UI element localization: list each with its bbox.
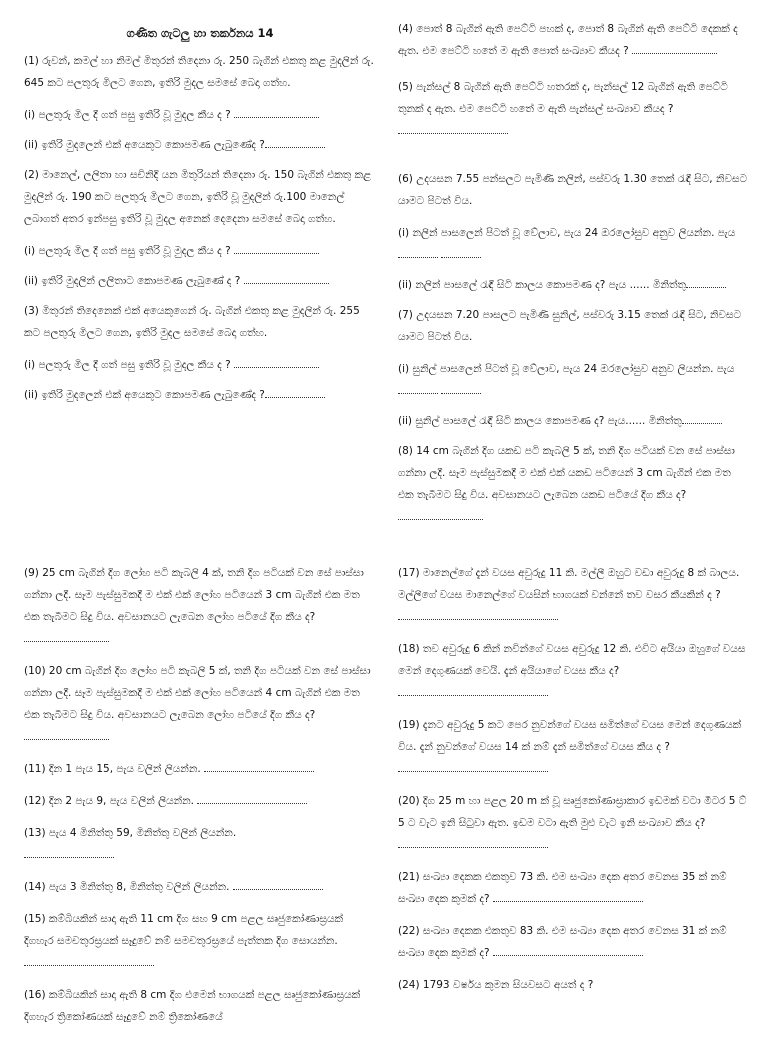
question-16: (16) කම්බියකින් සාදා ඇති 8 cm දිග එමෙන් භාගයක් පළල සෘජුකෝණාස්‍රයක් දිගහැර ත්‍රිකෝණයක් සෑදුවේ නම් ත්‍රිකෝණයේ [24, 989, 361, 1023]
answer-blank[interactable] [632, 43, 717, 54]
question-15: (15) කම්බියකින් සාදා ඇති 11 cm දිග සහ 9 cm පළල සෘජුකෝණාස්‍රයක් දිගහැර සමචතුරස්‍රයක් සෑදුවේ නම් සමචතුරස්‍රයේ පැත්තක දිග සොයන්න. [24, 908, 376, 974]
answer-blank[interactable] [398, 383, 438, 394]
question-1-ii: (ii) ඉතිරි මුදලෙන් එක් අයෙකුට කොපමණ ලැබුණේද ? [24, 134, 376, 156]
question-2-i: (i) පලතුරු මිල දී ගත් පසු ඉතිරි වූ මුදල කීය ද ? [24, 240, 376, 262]
question-11: (11) දින 1 පැය 15, පැය වලින් ලියන්න. [24, 758, 376, 780]
question-3-ii: (ii) ඉතිරි මුදලෙන් එක් අයෙකුට කොපමණ ලැබුණේද ? [24, 384, 376, 406]
question-12: (12) දින 2 පැය 9, පැය වලින් ලියන්න. [24, 790, 376, 812]
answer-blank[interactable] [24, 955, 154, 966]
question-1-i: (i) පලතුරු මිල දී ගත් පසු ඉතිරි වූ මුදල කීය ද ? [24, 104, 376, 126]
question-10: (10) 20 cm බැගින් දිග ලෝහ පටි කැබලි 5 ක්, තනි දිග පටියක් වන සේ පාස්සා ගන්නා ලදී. සෑම පැස්සුමකදී ම එක් එක් ලෝහ පටියෙන් 4 cm බැගින් එක මත එක තැබීමට සිදු විය. අවසානයට ලැබෙන ලෝහ පටියේ දිග කීය ද? [24, 660, 376, 748]
question-4: (4) පොත් 8 බැගින් ඇති පෙට්ටි පහක් ද, පොත් 8 බැගින් ඇති පෙට්ටි දෙකක් ද ඇත. එම පෙට්ටි හතේ ම ඇති පොත් සංඛ්‍යාව කීයද ? [398, 23, 738, 57]
question-13: (13) පැය 4 මිනිත්තු 59, මිනිත්තු වලින් ලියන්න. [24, 822, 376, 866]
question-1: (1) රුවන්, කමල් හා නිමල් මිතුරන් තිදෙනා රු. 250 බැගින් එකතු කළ මුදලින් රු. 645 කට පලතුරු මිලට ගෙන, ඉතිරි මුදල සමසේ බෙදා ගත්හ. [24, 55, 374, 89]
question-3-i: (i) පලතුරු මිල දී ගත් පසු ඉතිරි වූ මුදල කීය ද ? [24, 354, 376, 376]
answer-blank[interactable] [204, 761, 314, 772]
question-7: (7) උදයසන 7.20 පාසලට පැමිණි සුනිල්, පස්වරු 3.15 තෙක් රැඳී සිට, නිවසට යාමට පිටත් විය. [398, 309, 742, 343]
answer-blank[interactable] [24, 729, 109, 740]
answer-blank[interactable] [398, 509, 483, 520]
question-19: (19) දැනට අවුරුදු 5 කට පෙර නුවන්ගේ වයස සමිත්ගේ වයස මෙන් දෙගුණයක් විය. දැන් නුවන්ගේ වයස 14 ක් නම් දැන් සමිත්ගේ වයස කීය ද ? [398, 714, 748, 780]
answer-blank[interactable] [234, 243, 319, 254]
question-21: (21) සංඛ්‍යා දෙකක එකතුව 73 කි. එම සංඛ්‍යා දෙක අතර වෙනස 35 ක් නම් සංඛ්‍යා දෙක කුමක් ද? [398, 871, 727, 905]
answer-blank[interactable] [197, 793, 307, 804]
answer-blank[interactable] [493, 945, 643, 956]
answer-blank[interactable] [398, 761, 548, 772]
answer-blank[interactable] [441, 383, 481, 394]
question-6: (6) උදයසන 7.55 පන්සලට පැමිණි නලින්, පස්වරු 1.30 තෙක් රැඳී සිට, නිවසට යාමට පිටත් විය. [398, 173, 748, 207]
question-5: (5) පැන්සල් 8 බැගින් ඇති පෙට්ටි හතරක් ද, පැන්සල් 12 බැගින් ඇති පෙට්ටි තුනක් ද ඇත. එම පෙට්ටි හතේ ම ඇති පැන්සල් සංඛ්‍යාව කීයද ? [398, 76, 748, 142]
worksheet-title: ගණිත ගැටලු හා තර්කනය 14 [126, 26, 274, 40]
column-left-bottom [24, 562, 376, 1038]
answer-blank[interactable] [234, 107, 319, 118]
question-7-i: (i) සුනිල් පාසලෙන් පිටත් වූ වේලාව, පැය 24 ඔරලෝසුව අනුව ලියන්න. පැය [398, 358, 748, 402]
answer-blank[interactable] [682, 413, 722, 424]
answer-blank[interactable] [233, 879, 323, 890]
column-right-bottom [398, 562, 748, 1006]
question-17: (17) මානෙල්ගේ දැන් වයස අවුරුදු 11 කි. මල්ලී ඔහුට වඩා අවුරුදු 8 ක් බාලය. මල්ලීගේ වයස මානෙල්ගේ වයසින් භාගයක් වන්නේ තව වසර කීයකින් ද ? [398, 562, 748, 628]
answer-blank[interactable] [265, 387, 325, 398]
answer-blank[interactable] [244, 273, 329, 284]
question-24: (24) 1793 වර්ෂය කුමන සියවසට අයත් ද ? [398, 979, 594, 991]
question-20: (20) දිග 25 m හා පළල 20 m ක් වූ සෘජුකෝණාස්‍රාකාර ඉඩමක් වටා මීටර 5 ට් 5 ට වැට ඉනි සිටුවා ඇත. ඉඩම වටා ඇති මුළු වැට ඉනි සංඛ්‍යාව කීය ද? [398, 790, 748, 856]
question-3: (3) මිතුරන් තිදෙනෙක් එක් අයෙකුගෙන් රු. බැගින් එකතු කළ මුදලින් රු. 255 කට පලතුරු මිලට ගෙන, ඉතිරි මුදල සමසේ බෙදා ගත්හ. [24, 305, 360, 339]
answer-blank[interactable] [398, 685, 548, 696]
question-2: (2) මානෙල්, ලලිතා හා සචිනිදි යන මිතුරියන් තිදෙනා රු. 150 බැගින් එකතු කළ මුදලින් රු. 190 කට පලතුරු මිලට ගෙන, ඉතිරි වූ මුදලින් රු.100 මානෙල් ලබාගත් අතර ඉන්පසු ඉතිරි වූ මුදල අනෙක් දෙදෙනා සමසේ බෙදා ගත්හ. [24, 169, 372, 225]
column-left-top [24, 18, 376, 414]
question-9: (9) 25 cm බැගින් දිග ලෝහ පටි කැබලි 4 ක්, තනි දිග පටියක් වන සේ පාස්සා ගන්නා ලදී. සෑම පැස්සුමකදී ම එක් එක් ලෝහ පටියෙන් 3 cm බැගින් එක මත එක තැබීමට සිදු විය. අවසානයට ලැබෙන ලෝහ පටියේ දිග කීය ද? [24, 562, 376, 650]
answer-blank[interactable] [493, 891, 643, 902]
question-8: (8) 14 cm බැගින් දිග යකඩ පටි කැබලි 5 ක්, තනි දිග පටියක් වන සේ පාස්සා ගන්නා ලදී. සෑම පැස්සුමකදී ම එක් එක් යකඩ පටියෙන් 3 cm බැගින් එක මත එක තැබීමට සිදු විය. අවසානයට ලැබෙන යකඩ පටියේ දිග කීය ද? [398, 440, 748, 528]
answer-blank[interactable] [398, 123, 508, 134]
question-18: (18) තව අවුරුදු 6 කින් නවින්ගේ වයස අවුරුදු 12 කි. එවිට අයියා ඔහුගේ වයස මෙන් දෙගුණයක් වෙයි. දැන් අයියාගේ වයස කීය ද? [398, 638, 748, 704]
answer-blank[interactable] [24, 631, 109, 642]
question-22: (22) සංඛ්‍යා දෙකක එකතුව 83 කි. එම සංඛ්‍යා දෙක අතර වෙනස 31 ක් නම් සංඛ්‍යා දෙක කුමක් ද? [398, 925, 727, 959]
answer-blank[interactable] [24, 847, 114, 858]
question-6-ii: (ii) නලින් පාසලේ රැඳී සිටි කාලය කොපමණ ද? පැය ...... මිනිත්තු [398, 274, 748, 296]
answer-blank[interactable] [398, 609, 558, 620]
answer-blank[interactable] [398, 247, 438, 258]
answer-blank[interactable] [265, 137, 325, 148]
column-right-top [398, 18, 748, 538]
question-14: (14) පැය 3 මිනිත්තු 8, මිනිත්තු වලින් ලියන්න. [24, 876, 376, 898]
question-7-ii: (ii) සුනිල් පාසලේ රැඳී සිටි කාලය කොපමණ ද? පැය...... මිනිත්තු [398, 410, 748, 432]
answer-blank[interactable] [441, 247, 481, 258]
answer-blank[interactable] [234, 357, 319, 368]
question-6-i: (i) නලින් පාසලෙන් පිටත් වූ වේලාව, පැය 24 ඔරලෝසුව අනුව ලියන්න. පැය [398, 222, 748, 266]
question-2-ii: (ii) ඉතිරි මුදලින් ලලිතාට කොපමණ ලැබුණේ ද ? [24, 270, 376, 292]
answer-blank[interactable] [398, 837, 548, 848]
answer-blank[interactable] [686, 277, 726, 288]
